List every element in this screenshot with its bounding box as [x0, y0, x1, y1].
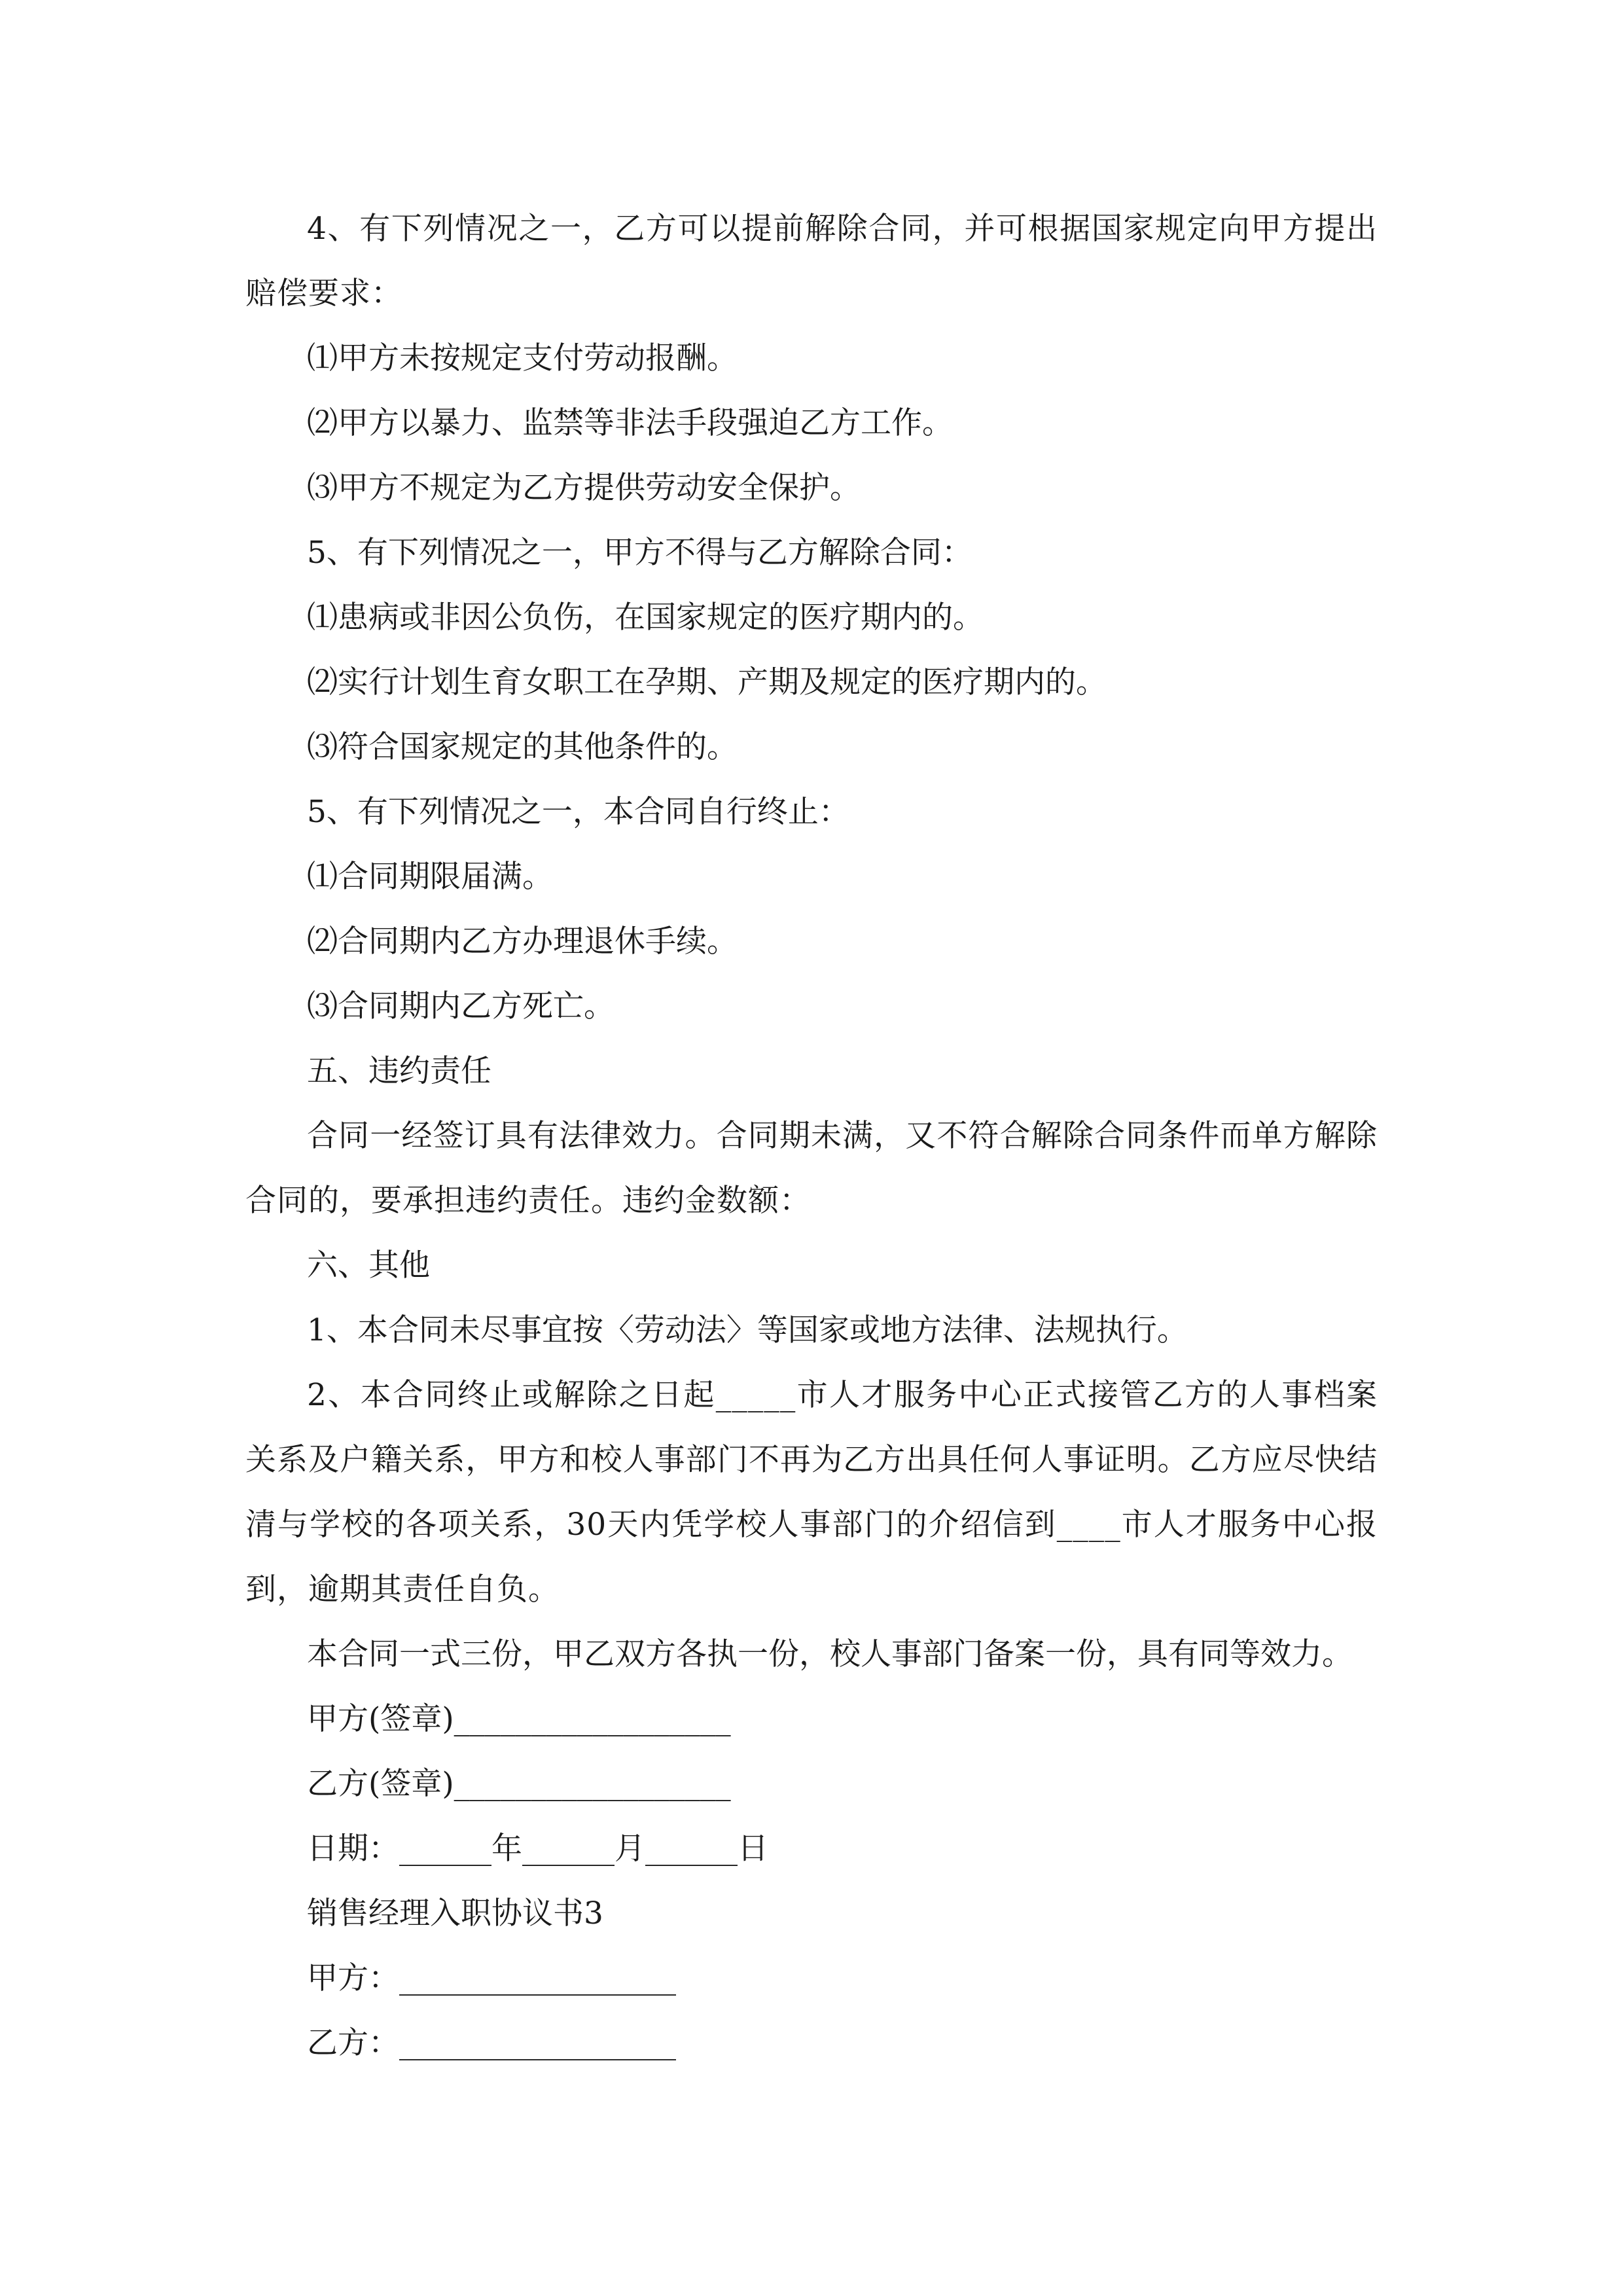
- date-line: 日期：______年______月______日: [307, 1831, 768, 1867]
- breach-clause: 合同一经签订具有法律效力。合同期未满，又不符合解除合同条件而单方解除合同的，要承担违约责任。违约金数额：: [245, 1118, 1378, 1219]
- termination-item-3: ⑶合同期内乙方死亡。: [307, 988, 615, 1024]
- termination-item-2: ⑵合同期内乙方办理退休手续。: [307, 924, 738, 960]
- document-body: [245, 196, 1378, 2075]
- section-heading-breach: 五、违约责任: [307, 1053, 491, 1089]
- other-clause-1: 1、本合同未尽事宜按〈劳动法〉等国家或地方法律、法规执行。: [307, 1312, 1188, 1348]
- clause-4-item-2: ⑵甲方以暴力、监禁等非法手段强迫乙方工作。: [307, 405, 953, 441]
- clause-5-item-3: ⑶符合国家规定的其他条件的。: [307, 729, 738, 765]
- party-b-signature-line: 乙方(签章)__________________: [307, 1766, 731, 1802]
- party-a-signature-line: 甲方(签章)__________________: [307, 1701, 731, 1737]
- next-agreement-title: 销售经理入职协议书3: [307, 1895, 603, 1931]
- copies-clause: 本合同一式三份，甲乙双方各执一份，校人事部门备案一份，具有同等效力。: [307, 1636, 1353, 1672]
- clause-4-employee-termination: 4、有下列情况之一，乙方可以提前解除合同，并可根据国家规定向甲方提出赔偿要求：: [245, 211, 1378, 312]
- clause-5-item-1: ⑴患病或非因公负伤，在国家规定的医疗期内的。: [307, 600, 984, 636]
- clause-4-item-3: ⑶甲方不规定为乙方提供劳动安全保护。: [307, 470, 861, 506]
- clause-5-employer-restriction: 5、有下列情况之一，甲方不得与乙方解除合同：: [307, 535, 972, 571]
- termination-item-1: ⑴合同期限届满。: [307, 859, 553, 895]
- other-clause-2: 2、本合同终止或解除之日起_____市人才服务中心正式接管乙方的人事档案关系及户籍关系，甲方和校人事部门不再为乙方出具任何人事证明。乙方应尽快结清与学校的各项关系，30天内凭学校人事部门的介绍信到____市人才服务中心报到，逾期其责任自负。: [245, 1377, 1378, 1607]
- party-b-line: 乙方：__________________: [307, 2025, 676, 2061]
- party-a-line: 甲方：__________________: [307, 1960, 676, 1996]
- clause-5-auto-termination: 5、有下列情况之一，本合同自行终止：: [307, 794, 849, 830]
- clause-4-item-1: ⑴甲方未按规定支付劳动报酬。: [307, 340, 738, 376]
- clause-5-item-2: ⑵实行计划生育女职工在孕期、产期及规定的医疗期内的。: [307, 664, 1107, 700]
- section-heading-other: 六、其他: [307, 1247, 430, 1283]
